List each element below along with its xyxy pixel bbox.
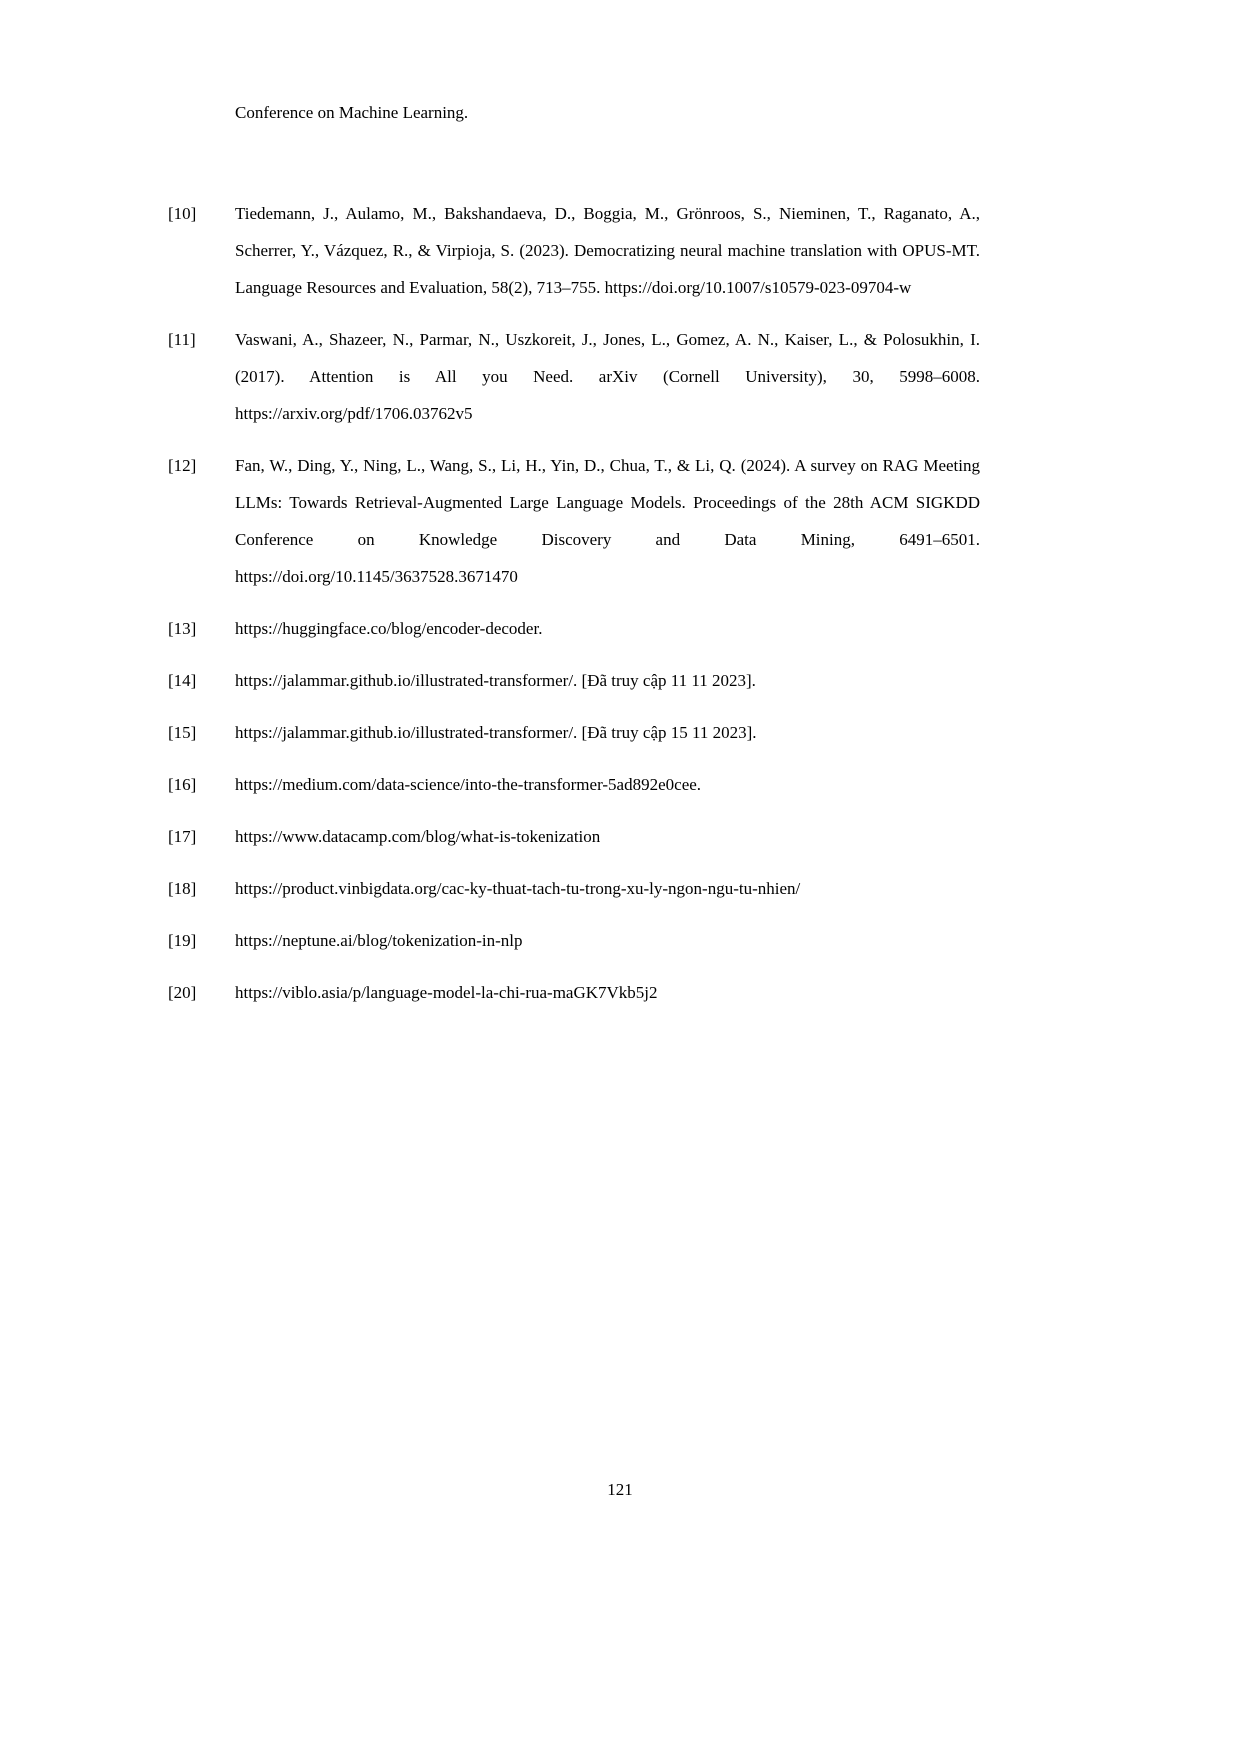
reference-item — [168, 766, 980, 803]
reference-text: https://product.vinbigdata.org/cac-ky-thuat-tach-tu-trong-xu-ly-ngon-ngu-tu-nhien/ — [235, 879, 801, 898]
reference-item — [168, 447, 980, 595]
reference-text: https://huggingface.co/blog/encoder-decoder. — [235, 619, 543, 638]
reference-item — [168, 195, 980, 306]
reference-number: [10] — [168, 204, 197, 223]
reference-item — [168, 922, 980, 959]
references-section — [168, 94, 980, 1026]
reference-number: [13] — [168, 619, 197, 638]
reference-text: Tiedemann, J., Aulamo, M., Bakshandaeva, D., Boggia, M., Grönroos, S., Nieminen, T., Raganato, A., Scherrer, Y., Vázquez, R., & Virpioja, S. (2023). Democratizing neural machine translation with OPUS-MT. Language Resources and Evaluation, 58(2), 713–755. https://doi.org/10.1007/s10579-023-09704-w — [235, 204, 980, 297]
reference-item — [168, 662, 980, 699]
reference-text: https://jalammar.github.io/illustrated-transformer/. [Đã truy cập 11 11 2023]. — [235, 671, 756, 690]
reference-number: [16] — [168, 775, 197, 794]
reference-item — [168, 870, 980, 907]
body-text-continuation: Conference on Machine Learning. — [235, 103, 469, 122]
page-number: 121 — [607, 1480, 633, 1499]
reference-item — [168, 714, 980, 751]
reference-text: https://neptune.ai/blog/tokenization-in-nlp — [235, 931, 523, 950]
reference-number: [12] — [168, 456, 197, 475]
reference-item — [168, 321, 980, 432]
reference-text: https://medium.com/data-science/into-the-transformer-5ad892e0cee. — [235, 775, 702, 794]
reference-number: [20] — [168, 983, 197, 1002]
reference-text: https://www.datacamp.com/blog/what-is-tokenization — [235, 827, 601, 846]
reference-number: [19] — [168, 931, 197, 950]
reference-item — [168, 610, 980, 647]
reference-text: Fan, W., Ding, Y., Ning, L., Wang, S., Li, H., Yin, D., Chua, T., & Li, Q. (2024). A survey on RAG Meeting LLMs: Towards Retrieval-Augmented Large Language Models. Proceedings of the 28th ACM SIGKDD Conference on Knowledge Discovery and Data Mining, 6491–6501. https://doi.org/10.1145/3637528.3671470 — [235, 456, 980, 586]
reference-number: [11] — [168, 330, 196, 349]
reference-text: Vaswani, A., Shazeer, N., Parmar, N., Uszkoreit, J., Jones, L., Gomez, A. N., Kaiser, L., & Polosukhin, I. (2017). Attention is All you Need. arXiv (Cornell University), 30, 5998–6008. https://arxiv.org/pdf/1706.03762v5 — [235, 330, 980, 423]
reference-number: [14] — [168, 671, 197, 690]
reference-number: [17] — [168, 827, 197, 846]
reference-text: https://viblo.asia/p/language-model-la-chi-rua-maGK7Vkb5j2 — [235, 983, 658, 1002]
reference-text: https://jalammar.github.io/illustrated-transformer/. [Đã truy cập 15 11 2023]. — [235, 723, 757, 742]
reference-item — [168, 818, 980, 855]
reference-number: [18] — [168, 879, 197, 898]
reference-number: [15] — [168, 723, 197, 742]
reference-item — [168, 974, 980, 1011]
